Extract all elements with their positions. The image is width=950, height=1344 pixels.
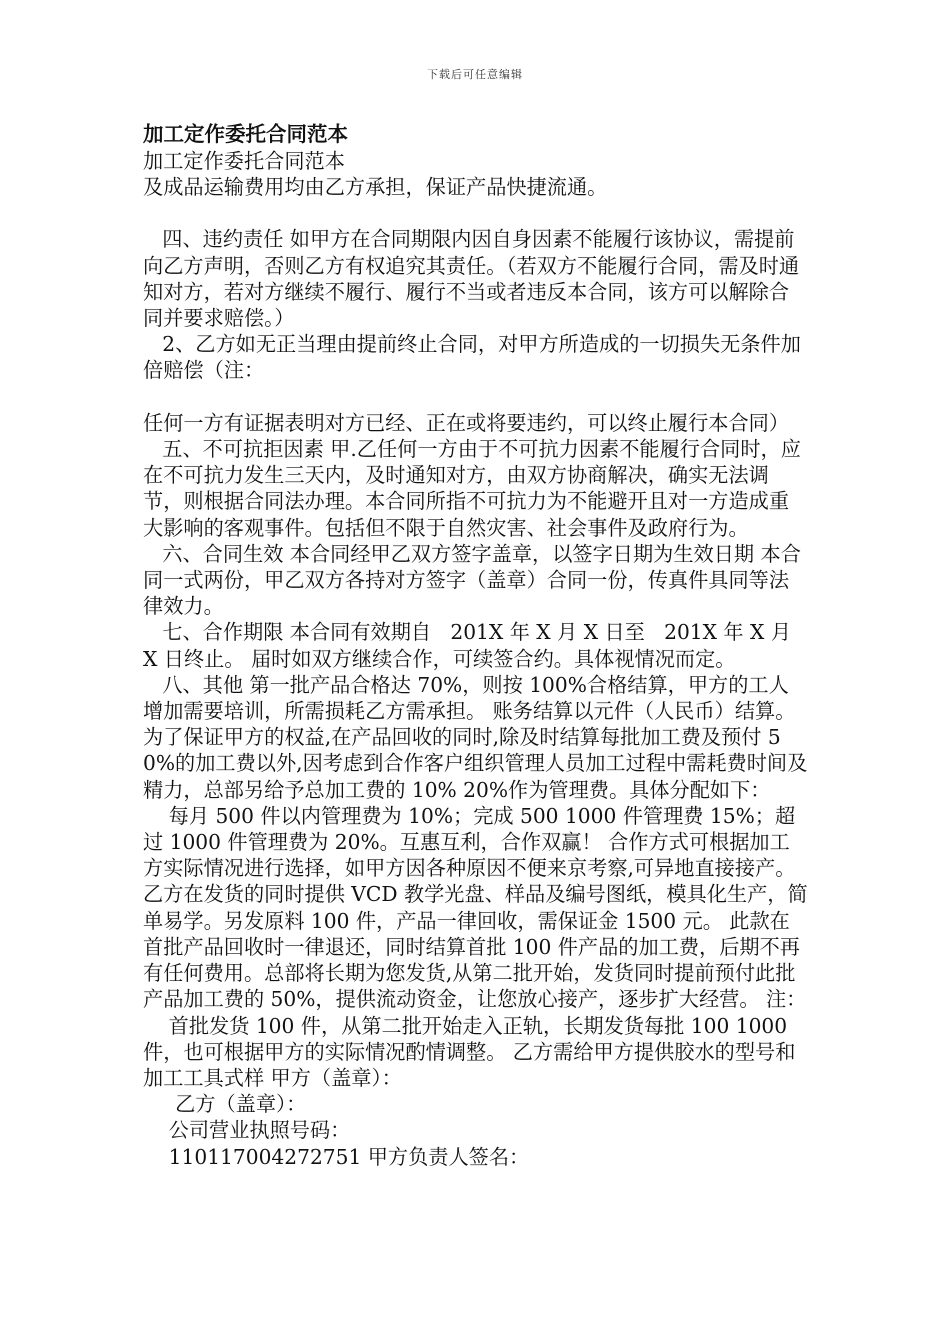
- license-number-signature: 110117004272751 甲方负责人签名：: [143, 1144, 530, 1169]
- section-effectiveness: 六、合同生效 本合同经甲乙双方签字盖章，以签字日期为生效日期 本合同一式两份，甲乙双方各持对方签字（盖章）合同一份，传真件具同等法律效力。: [143, 541, 801, 619]
- party-b-seal: 乙方（盖章）：: [143, 1092, 307, 1117]
- management-fee-paragraph: 每月 500 件以内管理费为 10%；完成 500 1000 件管理费 15%；超过 1000 件管理费为 20%。互惠互利，合作双赢！ 合作方式可根据加工方实际情况进行选择，如甲方因各种原因不便来京考察,可异地直接接产。乙方在发货的同时提供 VCD 教学光盘、样品及编号图纸，模具化生产，简单易学。另发原料 100 件，产品一律回收，需保证金 1500 元。 此款在首批产品回收时一律退还，同时结算首批 100 件产品的加工费，后期不再有任何费用。总部将长期为您发货,从第二批开始，发货同时提前预付此批产品加工费的 50%，提供流动资金，让您放心接产，逐步扩大经营。 注：: [143, 803, 808, 1012]
- transport-line: 及成品运输费用均由乙方承担，保证产品快捷流通。: [143, 175, 608, 200]
- section-breach: 四、违约责任 如甲方在合同期限内因自身因素不能履行该协议，需提前向乙方声明，否则乙方有权追究其责任。（若双方不能履行合同，需及时通知对方，若对方继续不履行、履行不当或者违反本合同，该方可以解除合同并要求赔偿。）: [143, 227, 800, 331]
- document-body: [143, 120, 808, 1170]
- section-force-majeure: 五、不可抗拒因素 甲.乙任何一方由于不可抗力因素不能履行合同时，应在不可抗力发生三天内，及时通知对方，由双方协商解决，确实无法调节，则根据合同法办理。本合同所指不可抗力为不能避开且对一方造成重大影响的客观事件。包括但不限于自然灾害、社会事件及政府行为。: [143, 437, 801, 540]
- section-other: 八、其他 第一批产品合格达 70%，则按 100%合格结算，甲方的工人增加需要培训，所需损耗乙方需承担。 账务结算以元件（人民币）结算。 为了保证甲方的权益,在产品回收的同时,除及时结算每批加工费及预付 50%的加工费以外,因考虑到合作客户组织管理人员加工过程中需耗费时间及精力，总部另给予总加工费的 10% 20%作为管理费。具体分配如下：: [143, 672, 808, 802]
- clause-note: 任何一方有证据表明对方已经、正在或将要违约，可以终止履行本合同）: [143, 384, 790, 435]
- section-term: 七、合作期限 本合同有效期自 201X 年 X 月 X 日至 201X 年 X 月 X 日终止。 届时如双方继续合作，可续签合约。具体视情况而定。: [143, 620, 798, 671]
- clause-termination: 2、乙方如无正当理由提前终止合同，对甲方所造成的一切损失无条件加倍赔偿（注：: [143, 332, 801, 383]
- first-shipment-paragraph: 首批发货 100 件，从第二批开始走入正轨，长期发货每批 100 1000 件，也可根据甲方的实际情况酌情调整。 乙方需给甲方提供胶水的型号和加工工具式样 甲方（盖章）：: [143, 1013, 796, 1090]
- header-note: 下载后可任意编辑: [427, 68, 523, 81]
- document-title: 加工定作委托合同范本: [143, 122, 348, 146]
- business-license-label: 公司营业执照号码：: [143, 1118, 351, 1143]
- subtitle-line: 加工定作委托合同范本: [143, 149, 345, 173]
- blank-line: [143, 200, 808, 226]
